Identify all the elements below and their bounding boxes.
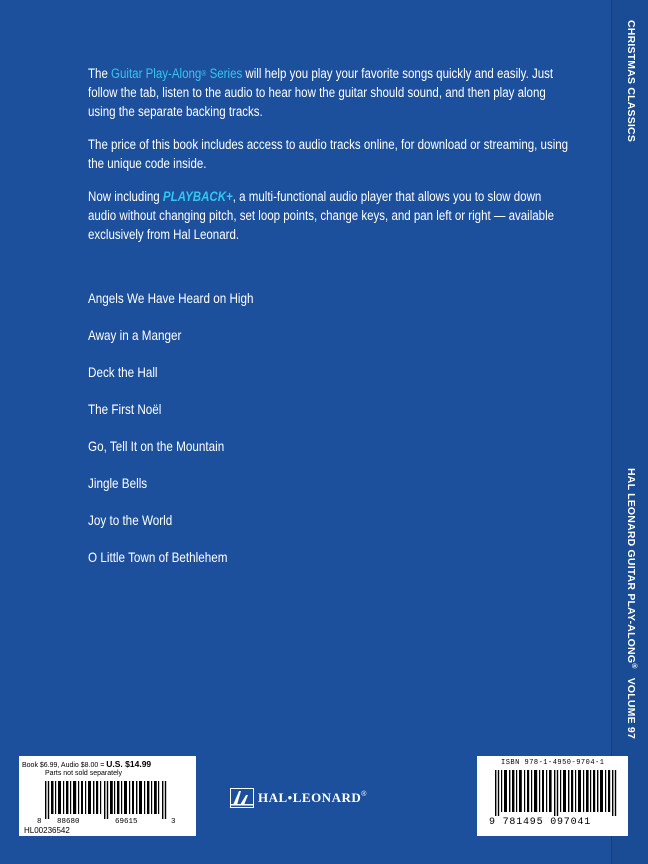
song-item: Away in a Manger (88, 328, 182, 343)
intro-paragraph-1 (88, 64, 570, 121)
spine-reg-mark: ® (630, 663, 637, 669)
isbn-number: 9 781495 097041 (489, 817, 592, 828)
song-item: Go, Tell It on the Mountain (88, 439, 225, 454)
song-item: Joy to the World (88, 513, 173, 528)
upc-digits-2: 69615 (115, 818, 138, 826)
song-item: Jingle Bells (88, 476, 148, 491)
song-item: O Little Town of Bethlehem (88, 550, 228, 565)
spine-series-name: HAL LEONARD GUITAR PLAY-ALONG (625, 468, 637, 664)
isbn-box (477, 756, 628, 836)
spine-volume: VOLUME 97 (625, 677, 637, 740)
song-item: Angels We Have Heard on High (88, 291, 254, 306)
price-line (22, 759, 151, 769)
logo-reg-mark: ® (361, 790, 367, 798)
upc-digits-1: 88680 (57, 818, 80, 826)
isbn-label: ISBN 978-1-4950-9704-1 (501, 759, 605, 767)
song-list (88, 290, 253, 586)
series-name (111, 66, 242, 81)
upc-digit-left: 8 (37, 818, 42, 826)
isbn-barcode (495, 770, 617, 816)
intro-text (88, 64, 570, 258)
song-item: Deck the Hall (88, 365, 158, 380)
hal-leonard-logo (230, 788, 366, 808)
hal-leonard-mark-icon (230, 788, 254, 808)
price-total: U.S. $14.99 (106, 759, 152, 769)
intro-p3-start: Now including (88, 189, 163, 204)
intro-paragraph-3 (88, 187, 570, 244)
hal-leonard-wordmark: HAL•LEONARD (258, 790, 362, 805)
playback-plus-logo: PLAYBACK+ (162, 189, 233, 204)
product-code: HL00236542 (24, 826, 70, 835)
song-item: The First Noël (88, 402, 162, 417)
spine-series-title (625, 468, 637, 739)
intro-p3-end: , a multi-functional audio player that allows you to slow down audio without changing pitch, set loop points, change keys, and pan left or right — available exclusively from Hal Leonard. (88, 189, 555, 242)
upc-digit-right: 3 (171, 818, 176, 826)
price-box (19, 756, 196, 836)
intro-p1-end: will help you play your favorite songs quickly and easily. Just follow the tab, listen to the audio to hear how the guitar should sound, and then play along using the separate backing tracks. (88, 66, 554, 119)
series-name-text: Guitar Play-Along (111, 66, 202, 81)
series-reg-mark: ® (201, 69, 207, 78)
intro-paragraph-2: The price of this book includes access to audio tracks online, for download or streaming, using the unique code inside. (88, 137, 569, 171)
intro-p1-start: The (88, 66, 112, 81)
series-name-suffix: Series (206, 66, 243, 81)
price-breakdown: Book $6.99, Audio $8.00 = (22, 762, 107, 769)
price-note: Parts not sold separately (45, 770, 123, 777)
spine-title-top: CHRISTMAS CLASSICS (625, 20, 637, 143)
upc-barcode (45, 781, 167, 819)
